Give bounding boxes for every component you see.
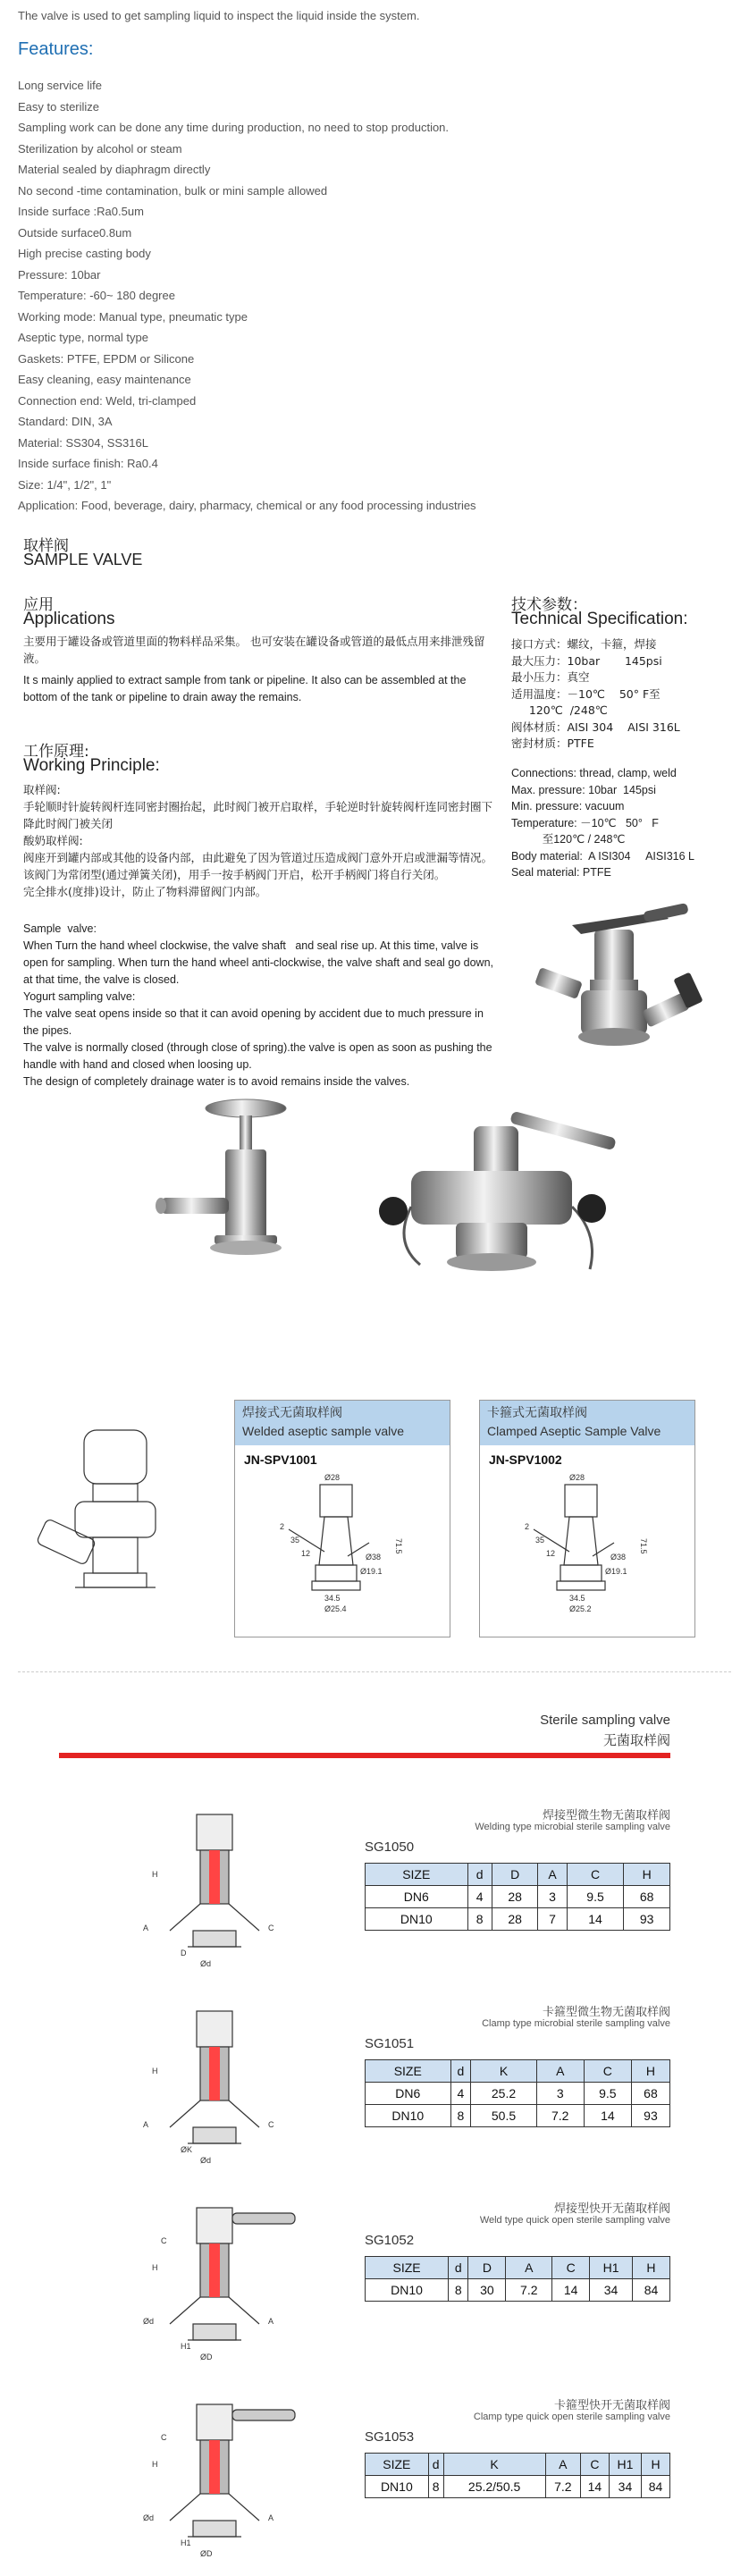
intro-text: The valve is used to get sampling liquid to inspect the liquid inside the system. <box>18 9 420 22</box>
tech-line-cn: 最大压力：10bar 145psi <box>511 653 662 668</box>
feature-item: Sampling work can be done any time during production, no need to stop production. <box>18 121 450 134</box>
product-model: SG1050 <box>365 1839 415 1855</box>
spec-header-cell: A <box>545 2454 580 2476</box>
figure-welded-code: JN-SPV1001 <box>244 1452 317 1467</box>
drawing-dim-label: C <box>161 2236 167 2245</box>
valve-line-drawing <box>21 1421 200 1627</box>
applications-text-cn: 主要用于罐设备或管道里面的物料样品采集。 也可安装在罐设备或管道的最低点用来排泄残留液。 <box>23 635 485 665</box>
tech-line-cn: 最小压力：真空 <box>511 670 590 684</box>
spec-table <box>365 2059 670 2127</box>
principle-line-cn: 该阀门为常闭型(通过弹簧关闭)，用手一按手柄阀门开启，松开手柄阀门将自行关闭。 <box>23 868 446 881</box>
spec-cell: DN6 <box>366 1886 468 1908</box>
spec-cell: 8 <box>450 2105 471 2127</box>
figure-welded-title-en: Welded aseptic sample valve <box>242 1424 405 1438</box>
feature-item: High precise casting body <box>18 247 151 260</box>
product-caption-cn: 焊接型微生物无菌取样阀 <box>542 1809 670 1823</box>
spec-cell: 84 <box>632 2279 669 2302</box>
product-caption-en: Clamp type quick open sterile sampling valve <box>473 2412 670 2422</box>
dim-d28-a: Ø28 <box>324 1473 341 1482</box>
principle-line-cn: 取样阀: <box>23 783 61 796</box>
principle-line-cn: 手轮顺时针旋转阀杆连同密封圈抬起，此时阀门被开启取样，手轮逆时针旋转阀杆连同密封圈下降此时阀门被关闭 <box>23 800 493 830</box>
dim-d191-a: Ø19.1 <box>360 1567 383 1576</box>
spec-cell: 8 <box>467 1908 492 1931</box>
feature-item: Easy to sterilize <box>18 99 100 114</box>
applications-title-cn: 应用 <box>23 596 54 614</box>
spec-cell: 93 <box>631 2105 669 2127</box>
feature-item: Easy cleaning, easy maintenance <box>18 373 191 386</box>
principle-line-cn: 酸奶取样阀: <box>23 834 83 847</box>
red-divider <box>59 1753 670 1758</box>
tech-line-en: Max. pressure: 10bar 145psi <box>511 783 656 796</box>
tech-spec-en <box>511 765 735 881</box>
drawing-dim-label: A <box>268 2317 274 2326</box>
spec-cell: 3 <box>538 1886 567 1908</box>
feature-item: Sterilization by alcohol or steam <box>18 141 182 156</box>
spec-header-cell: A <box>506 2257 552 2279</box>
dim-d28-b: Ø28 <box>569 1473 585 1482</box>
spec-cell: 25.2/50.5 <box>443 2476 545 2498</box>
spec-header-cell: K <box>443 2454 545 2476</box>
tech-line-en: Min. pressure: vacuum <box>511 800 625 812</box>
feature-item: Size: 1/4", 1/2", 1" <box>18 477 112 492</box>
spec-cell: 8 <box>428 2476 443 2498</box>
spec-cell: 14 <box>567 1908 624 1931</box>
chain-valve-photo <box>358 1108 644 1287</box>
spec-cell: 3 <box>536 2083 584 2105</box>
drawing-dim-label: A <box>268 2513 274 2522</box>
spec-header-cell: d <box>450 2060 471 2083</box>
spec-cell: 14 <box>552 2279 590 2302</box>
spec-header-cell: C <box>567 1864 624 1886</box>
drawing-dim-label: Ød <box>143 2513 155 2522</box>
product-caption-cn: 焊接型快开无菌取样阀 <box>553 2202 670 2216</box>
tech-line-cn: 适用温度：－10℃ 50° F至 <box>511 686 661 701</box>
spec-header-cell: A <box>536 2060 584 2083</box>
spec-header-cell: SIZE <box>366 2454 429 2476</box>
feature-item: Aseptic type, normal type <box>18 331 148 344</box>
tech-line-en: Temperature: －10℃ 50° F <box>511 816 659 829</box>
spec-header-cell: H <box>624 1864 670 1886</box>
drawing-dim-label: H1 <box>181 2538 191 2547</box>
spec-header-cell: H1 <box>590 2257 633 2279</box>
tech-line-en: Body material: A ISI304 AISI316 L <box>511 849 694 863</box>
product-title-en: SAMPLE VALVE <box>23 551 143 568</box>
drawing-dim-label: Ød <box>200 2156 212 2165</box>
feature-item: Connection end: Weld, tri-clamped <box>18 393 197 408</box>
product-model: SG1052 <box>365 2233 415 2248</box>
spec-header-cell: H1 <box>609 2454 641 2476</box>
spec-cell: 68 <box>631 2083 669 2105</box>
principle-title-cn: 工作原理: <box>23 743 89 761</box>
spec-header-cell: d <box>449 2257 468 2279</box>
dim-d38-b: Ø38 <box>610 1553 627 1562</box>
sterile-valve-drawing <box>134 1993 313 2172</box>
product-model: SG1053 <box>365 2429 415 2445</box>
dim-12-b: 12 <box>546 1549 556 1558</box>
drawing-dim-label: H1 <box>181 2342 191 2351</box>
spec-row <box>366 1886 670 1908</box>
spec-header-cell: d <box>428 2454 443 2476</box>
drawing-dim-label: ØD <box>200 2549 213 2558</box>
product-caption-cn: 卡箍型微生物无菌取样阀 <box>542 2006 670 2019</box>
feature-item: Material: SS304, SS316L <box>18 435 148 450</box>
feature-item: Application: Food, beverage, dairy, pharmacy, chemical or any food processing industries <box>18 499 476 512</box>
spec-cell: 34 <box>609 2476 641 2498</box>
principle-line-en: When Turn the hand wheel clockwise, the valve shaft and seal rise up. At this time, valve is open for sampling. When turn the hand wheel anti-clockwise, the valve shaft and seal go down, at that time, the valve is closed. <box>23 939 497 986</box>
spec-header-cell: A <box>538 1864 567 1886</box>
drawing-dim-label: C <box>268 2120 274 2129</box>
spec-cell: 50.5 <box>471 2105 536 2127</box>
spec-header-cell: C <box>584 2060 631 2083</box>
spec-cell: 7.2 <box>506 2279 552 2302</box>
dim-d191-b: Ø19.1 <box>605 1567 627 1576</box>
spec-cell: DN10 <box>366 2105 451 2127</box>
tech-line-cn: 120℃ /248℃ <box>511 703 608 717</box>
figure-welded-title-cn: 焊接式无菌取样阀 <box>242 1406 342 1420</box>
dim-345-b: 34.5 <box>569 1594 585 1603</box>
dim-345-a: 34.5 <box>324 1594 341 1603</box>
feature-item: Standard: DIN, 3A <box>18 415 113 428</box>
spec-table <box>365 2256 670 2302</box>
tech-line-cn: 阀体材质：AISI 304 AISI 316L <box>511 720 680 734</box>
principle-line-en: Sample valve: <box>23 922 97 935</box>
principle-text-cn <box>23 781 495 900</box>
drawing-dim-label: A <box>143 2120 149 2129</box>
spec-cell: 9.5 <box>567 1886 624 1908</box>
spec-header-cell: C <box>580 2454 609 2476</box>
tech-title-cn: 技术参数： <box>511 596 587 614</box>
figure-welded-drawing <box>235 1467 448 1628</box>
drawing-dim-label: ØK <box>181 2145 193 2154</box>
feature-item: Inside surface finish: Ra0.4 <box>18 457 158 470</box>
drawing-dim-label: H <box>152 1870 158 1879</box>
tech-line-cn: 密封材质：PTFE <box>511 737 594 750</box>
spec-table <box>365 2453 670 2498</box>
spec-header-cell: C <box>552 2257 590 2279</box>
figure-clamped-title-en: Clamped Aseptic Sample Valve <box>487 1424 661 1438</box>
principle-line-cn: 阀座开到罐内部或其他的设备内部，由此避免了因为管道过压造成阀门意外开启或泄漏等情况。 <box>23 851 493 864</box>
spec-header-cell: D <box>492 1864 538 1886</box>
figure-welded <box>234 1400 450 1637</box>
figure-clamped <box>479 1400 695 1637</box>
figure-clamped-code: JN-SPV1002 <box>489 1452 562 1467</box>
drawing-dim-label: H <box>152 2263 158 2272</box>
spec-cell: 28 <box>492 1908 538 1931</box>
spec-cell: 84 <box>642 2476 670 2498</box>
sterile-valve-drawing <box>134 1797 313 1975</box>
tech-line-en: Seal material: PTFE <box>511 866 611 879</box>
principle-line-en: The valve seat opens inside so that it can avoid opening by accident due to much pressure in the pipes. <box>23 1007 487 1037</box>
spec-header-cell: SIZE <box>366 1864 468 1886</box>
spec-cell: DN6 <box>366 2083 451 2105</box>
spec-row <box>366 1908 670 1931</box>
sample-valve-photo <box>125 1082 304 1269</box>
feature-item: Temperature: -60~ 180 degree <box>18 289 175 302</box>
drawing-dim-label: C <box>268 1924 274 1932</box>
spec-row <box>366 2105 670 2127</box>
dim-d38-a: Ø38 <box>366 1553 382 1562</box>
spec-header-cell: H <box>642 2454 670 2476</box>
spec-cell: 30 <box>468 2279 506 2302</box>
features-list <box>18 75 476 517</box>
drawing-dim-label: Ød <box>143 2317 155 2326</box>
feature-item: No second -time contamination, bulk or mini sample allowed <box>18 183 328 198</box>
dim-2-a: 2 <box>280 1522 285 1531</box>
spec-cell: 25.2 <box>471 2083 536 2105</box>
spec-cell: DN10 <box>366 2279 449 2302</box>
sterile-valve-drawing <box>134 2190 313 2369</box>
spec-table <box>365 1863 670 1931</box>
spec-row <box>366 2476 670 2498</box>
spec-header-cell: H <box>632 2257 669 2279</box>
spec-cell: 7.2 <box>545 2476 580 2498</box>
dim-2-b: 2 <box>525 1522 530 1531</box>
tech-line-cn: 接口方式：螺纹，卡箍，焊接 <box>511 637 657 651</box>
spec-cell: 28 <box>492 1886 538 1908</box>
spec-cell: 4 <box>467 1886 492 1908</box>
dim-d252-b: Ø25.2 <box>569 1604 592 1613</box>
product-model: SG1051 <box>365 2036 415 2051</box>
product-caption-en: Clamp type microbial sterile sampling valve <box>482 2018 670 2029</box>
drawing-dim-label: A <box>143 1924 149 1932</box>
tech-spec-cn <box>511 636 735 753</box>
tech-line-en: 至120℃ / 248℃ <box>511 833 626 846</box>
spec-header-cell: H <box>631 2060 669 2083</box>
dim-35-a: 35 <box>290 1536 300 1545</box>
principle-line-en: The design of completely drainage water is to avoid remains inside the valves. <box>23 1075 410 1088</box>
spec-cell: 7.2 <box>536 2105 584 2127</box>
figure-clamped-title-cn: 卡箍式无菌取样阀 <box>487 1406 587 1420</box>
product-caption-en: Welding type microbial sterile sampling valve <box>475 1822 670 1832</box>
product-caption-en: Weld type quick open sterile sampling valve <box>479 2215 670 2226</box>
feature-item: Gaskets: PTFE, EPDM or Silicone <box>18 351 195 366</box>
drawing-dim-label: H <box>152 2067 158 2075</box>
feature-item: Long service life <box>18 79 102 92</box>
spec-cell: 93 <box>624 1908 670 1931</box>
spec-row <box>366 2279 670 2302</box>
product-title-cn: 取样阀 <box>23 537 69 555</box>
tech-title-en: Technical Specification: <box>511 610 688 628</box>
drawing-dim-label: C <box>161 2433 167 2442</box>
sterile-valve-drawing <box>134 2387 313 2565</box>
drawing-dim-label: H <box>152 2460 158 2469</box>
principle-text-en <box>23 921 495 1090</box>
feature-item: Working mode: Manual type, pneumatic type <box>18 309 248 324</box>
spec-cell: 9.5 <box>584 2083 631 2105</box>
spec-header-cell: d <box>467 1864 492 1886</box>
spec-cell: 14 <box>580 2476 609 2498</box>
dim-715-b: 71.5 <box>639 1538 648 1554</box>
spec-cell: DN10 <box>366 2476 429 2498</box>
applications-title-en: Applications <box>23 610 115 628</box>
sterile-title-cn: 无菌取样阀 <box>602 1732 670 1748</box>
applications-text-en: It s mainly applied to extract sample from tank or pipeline. It also can be assembled at the bottom of the tank or pipeline to drain away the remains. <box>23 674 467 703</box>
feature-item: Inside surface :Ra0.5um <box>18 205 144 218</box>
principle-line-en: Yogurt sampling valve: <box>23 990 136 1003</box>
dim-12-a: 12 <box>301 1549 311 1558</box>
spec-cell: DN10 <box>366 1908 468 1931</box>
spec-cell: 4 <box>450 2083 471 2105</box>
drawing-dim-label: ØD <box>200 2353 213 2361</box>
drawing-dim-label: Ød <box>200 1959 212 1968</box>
spec-cell: 8 <box>449 2279 468 2302</box>
spec-header-cell: SIZE <box>366 2060 451 2083</box>
feature-item: Outside surface0.8um <box>18 225 132 240</box>
spec-header-cell: K <box>471 2060 536 2083</box>
principle-line-en: The valve is normally closed (through close of spring).the valve is open as soon as pushing the handle with hand and closed when loosing up. <box>23 1041 496 1071</box>
spec-header-cell: D <box>468 2257 506 2279</box>
features-title: Features: <box>18 39 94 59</box>
dim-715-a: 71.5 <box>394 1538 403 1554</box>
sterile-title-en: Sterile sampling valve <box>540 1713 670 1728</box>
feature-item: Pressure: 10bar <box>18 267 101 282</box>
feature-item: Material sealed by diaphragm directly <box>18 163 211 176</box>
principle-title-en: Working Principle: <box>23 756 160 775</box>
dim-35-b: 35 <box>535 1536 545 1545</box>
spec-cell: 68 <box>624 1886 670 1908</box>
figure-clamped-drawing <box>480 1467 693 1628</box>
principle-line-cn: 完全排水(度排)设计，防止了物料滞留阀门内部。 <box>23 885 267 898</box>
spec-row <box>366 2083 670 2105</box>
spec-cell: 14 <box>584 2105 631 2127</box>
tech-line-en: Connections: thread, clamp, weld <box>511 767 677 779</box>
dim-d254-a: Ø25.4 <box>324 1604 347 1613</box>
spec-header-cell: SIZE <box>366 2257 449 2279</box>
spec-cell: 34 <box>590 2279 633 2302</box>
drawing-dim-label: D <box>181 1949 187 1957</box>
aseptic-valve-photo <box>509 894 706 1073</box>
product-caption-cn: 卡箍型快开无菌取样阀 <box>553 2399 670 2412</box>
spec-cell: 7 <box>538 1908 567 1931</box>
